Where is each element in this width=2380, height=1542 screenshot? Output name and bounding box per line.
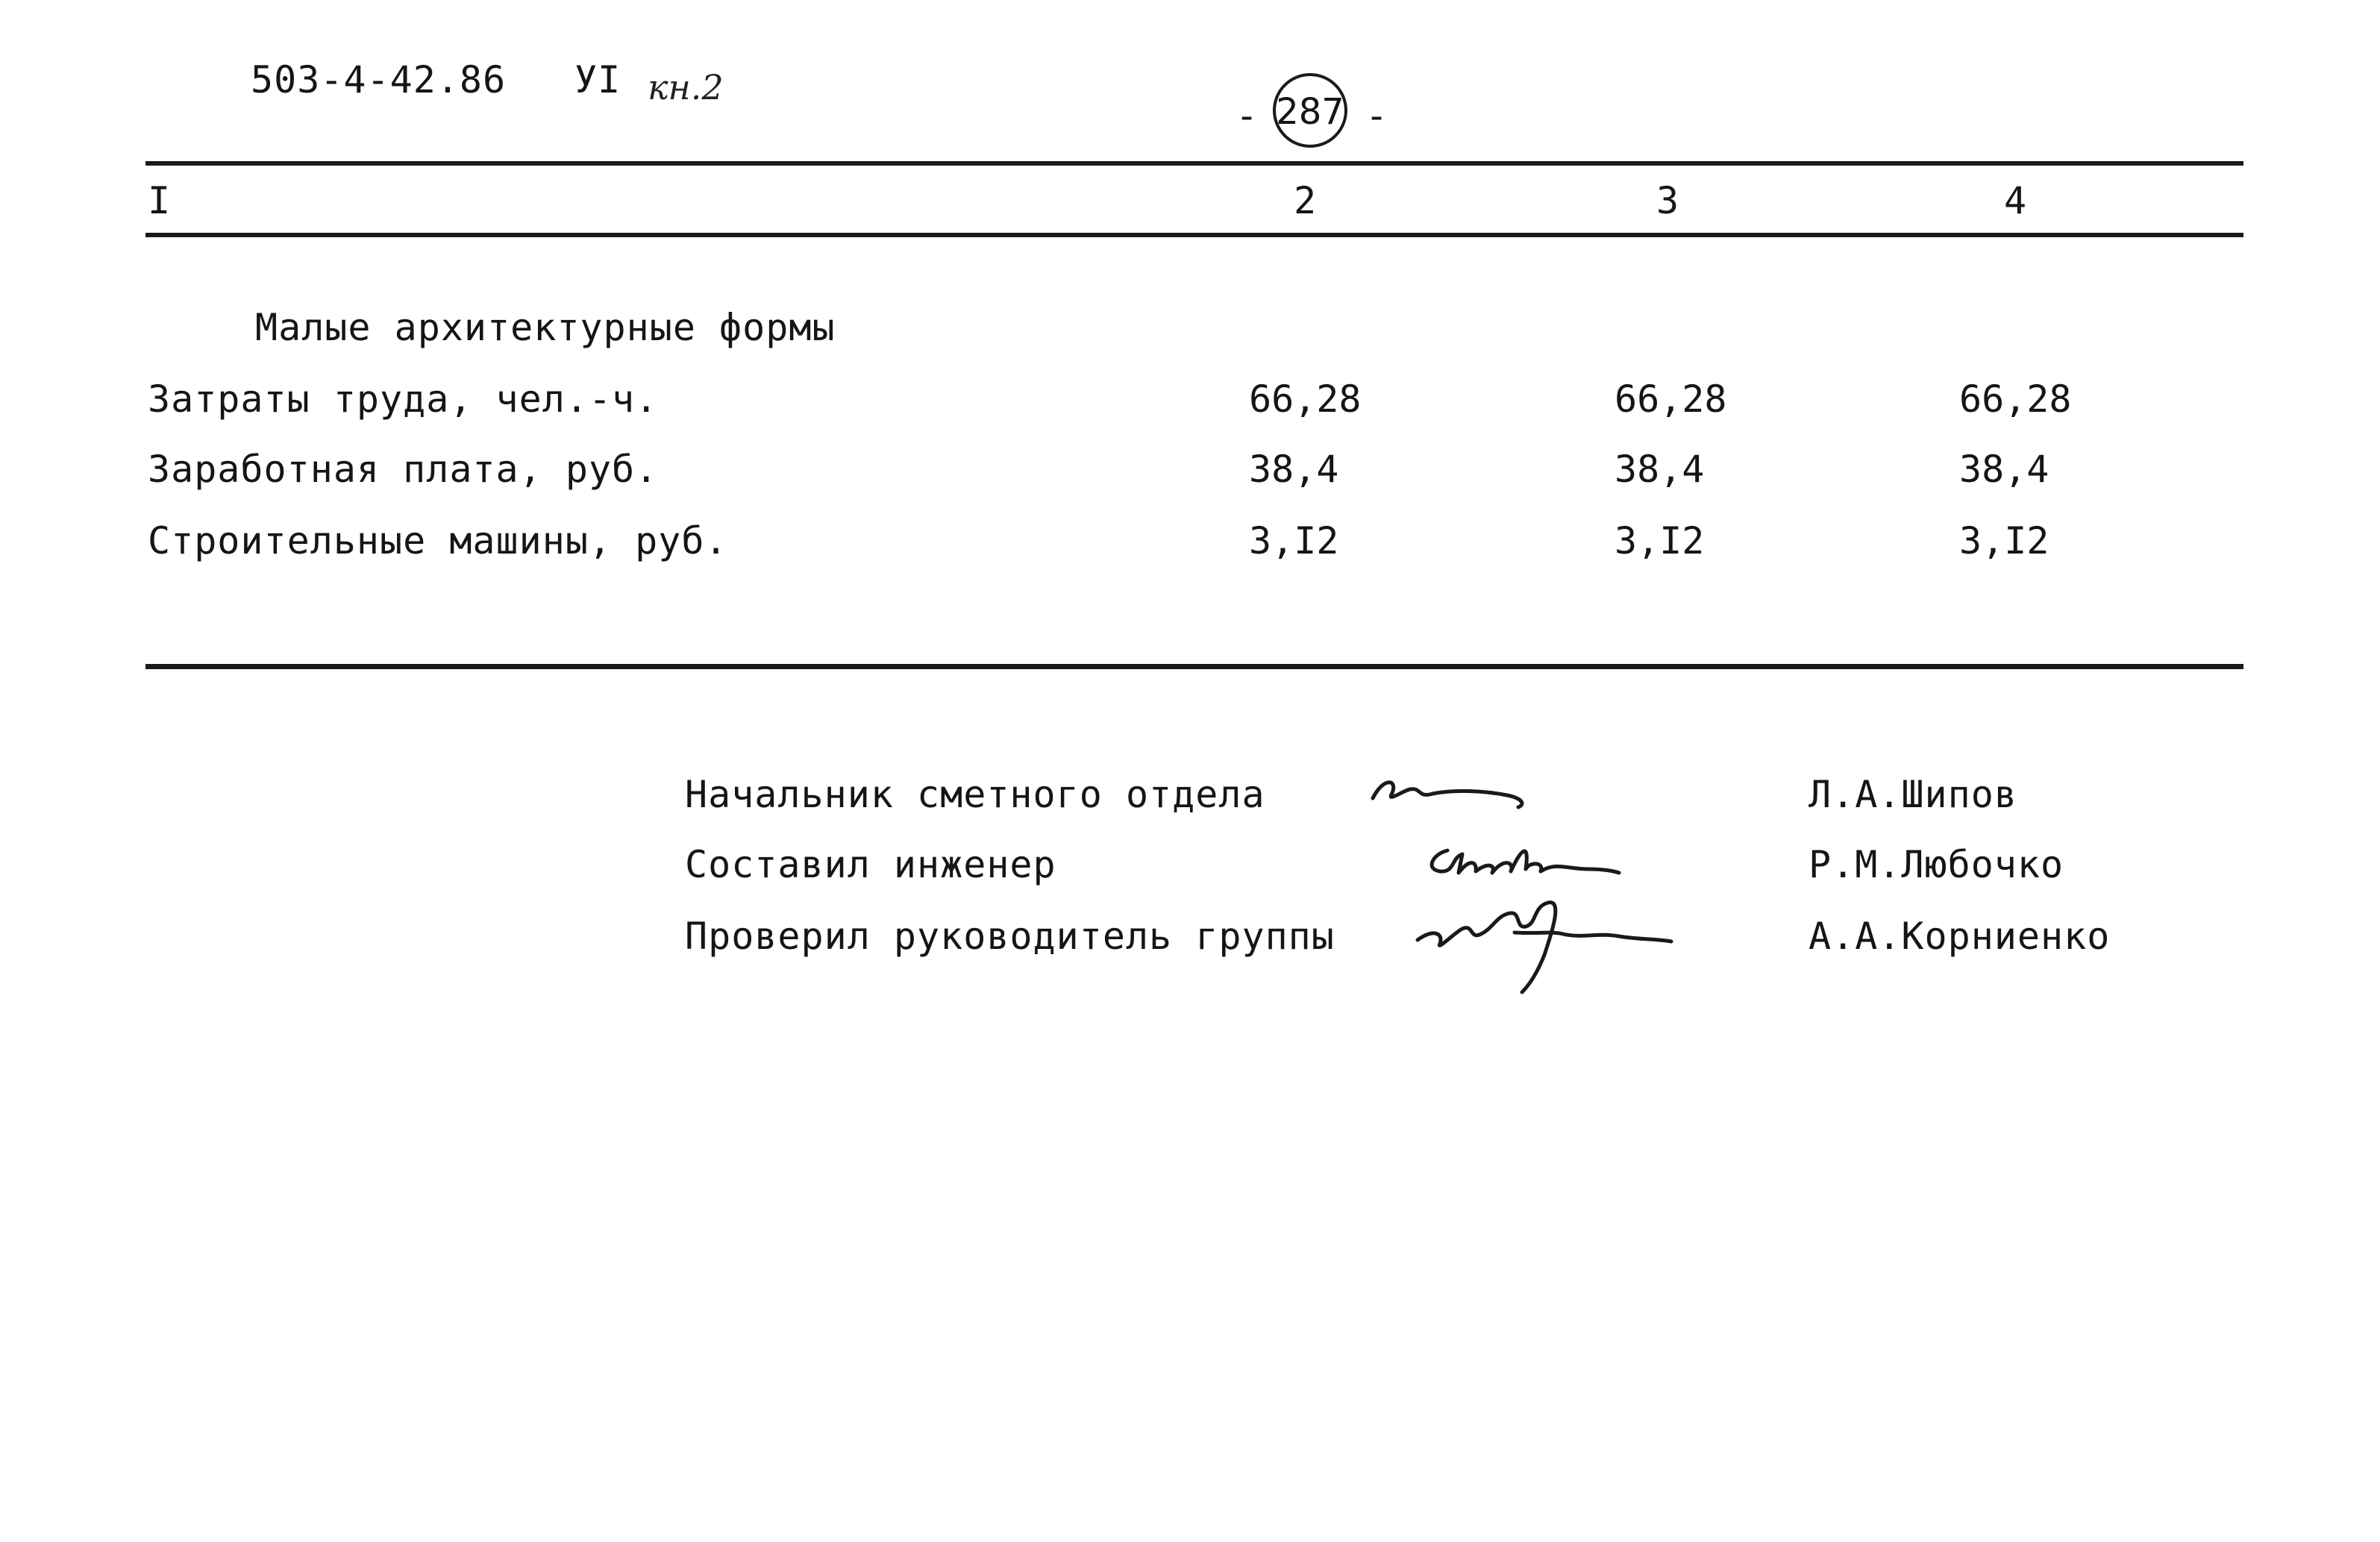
document-code: 503-4-42.86: [251, 58, 507, 101]
handwritten-signature-3: [1403, 888, 1701, 1000]
column-header-1: I: [148, 179, 172, 222]
signature-name-checker: А.А.Корниенко: [1809, 915, 2111, 958]
cell-wages-col2: 38,4: [1249, 448, 1339, 491]
column-header-3: 3: [1656, 179, 1680, 222]
column-header-2: 2: [1294, 179, 1318, 222]
table-bottom-rule: [145, 664, 2243, 669]
table-top-rule: [145, 161, 2243, 166]
signature-role-checker: Проверил руководитель группы: [685, 915, 1335, 958]
book-note-handwritten: кн.2: [648, 67, 724, 107]
signature-role-compiler: Составил инженер: [685, 843, 1056, 886]
cell-machines-col2: 3,I2: [1249, 519, 1339, 562]
section-title: Малые архитектурные формы: [255, 306, 836, 349]
signature-name-head: Л.А.Шипов: [1809, 773, 2017, 816]
cell-machines-col3: 3,I2: [1615, 519, 1705, 562]
signature-name-compiler: Р.М.Любочко: [1809, 843, 2064, 886]
page-dash-right: -: [1365, 94, 1389, 137]
cell-labor-col3: 66,28: [1615, 377, 1727, 421]
row-label-machines: Строительные машины, руб.: [148, 519, 728, 562]
row-label-labor: Затраты труда, чел.-ч.: [148, 377, 659, 421]
column-header-4: 4: [2004, 179, 2028, 222]
cell-labor-col4: 66,28: [1959, 377, 2072, 421]
cell-machines-col4: 3,I2: [1959, 519, 2049, 562]
page-number: 287: [1276, 91, 1344, 133]
page-dash-left: -: [1236, 94, 1259, 137]
cell-labor-col2: 66,28: [1249, 377, 1362, 421]
handwritten-signature-1: [1365, 761, 1559, 821]
row-label-wages: Заработная плата, руб.: [148, 448, 659, 491]
cell-wages-col4: 38,4: [1959, 448, 2049, 491]
cell-wages-col3: 38,4: [1615, 448, 1705, 491]
handwritten-signature-2: [1418, 828, 1641, 895]
table-header-rule: [145, 233, 2243, 237]
volume-number: УI: [574, 58, 621, 101]
signature-role-head: Начальник сметного отдела: [685, 773, 1265, 816]
